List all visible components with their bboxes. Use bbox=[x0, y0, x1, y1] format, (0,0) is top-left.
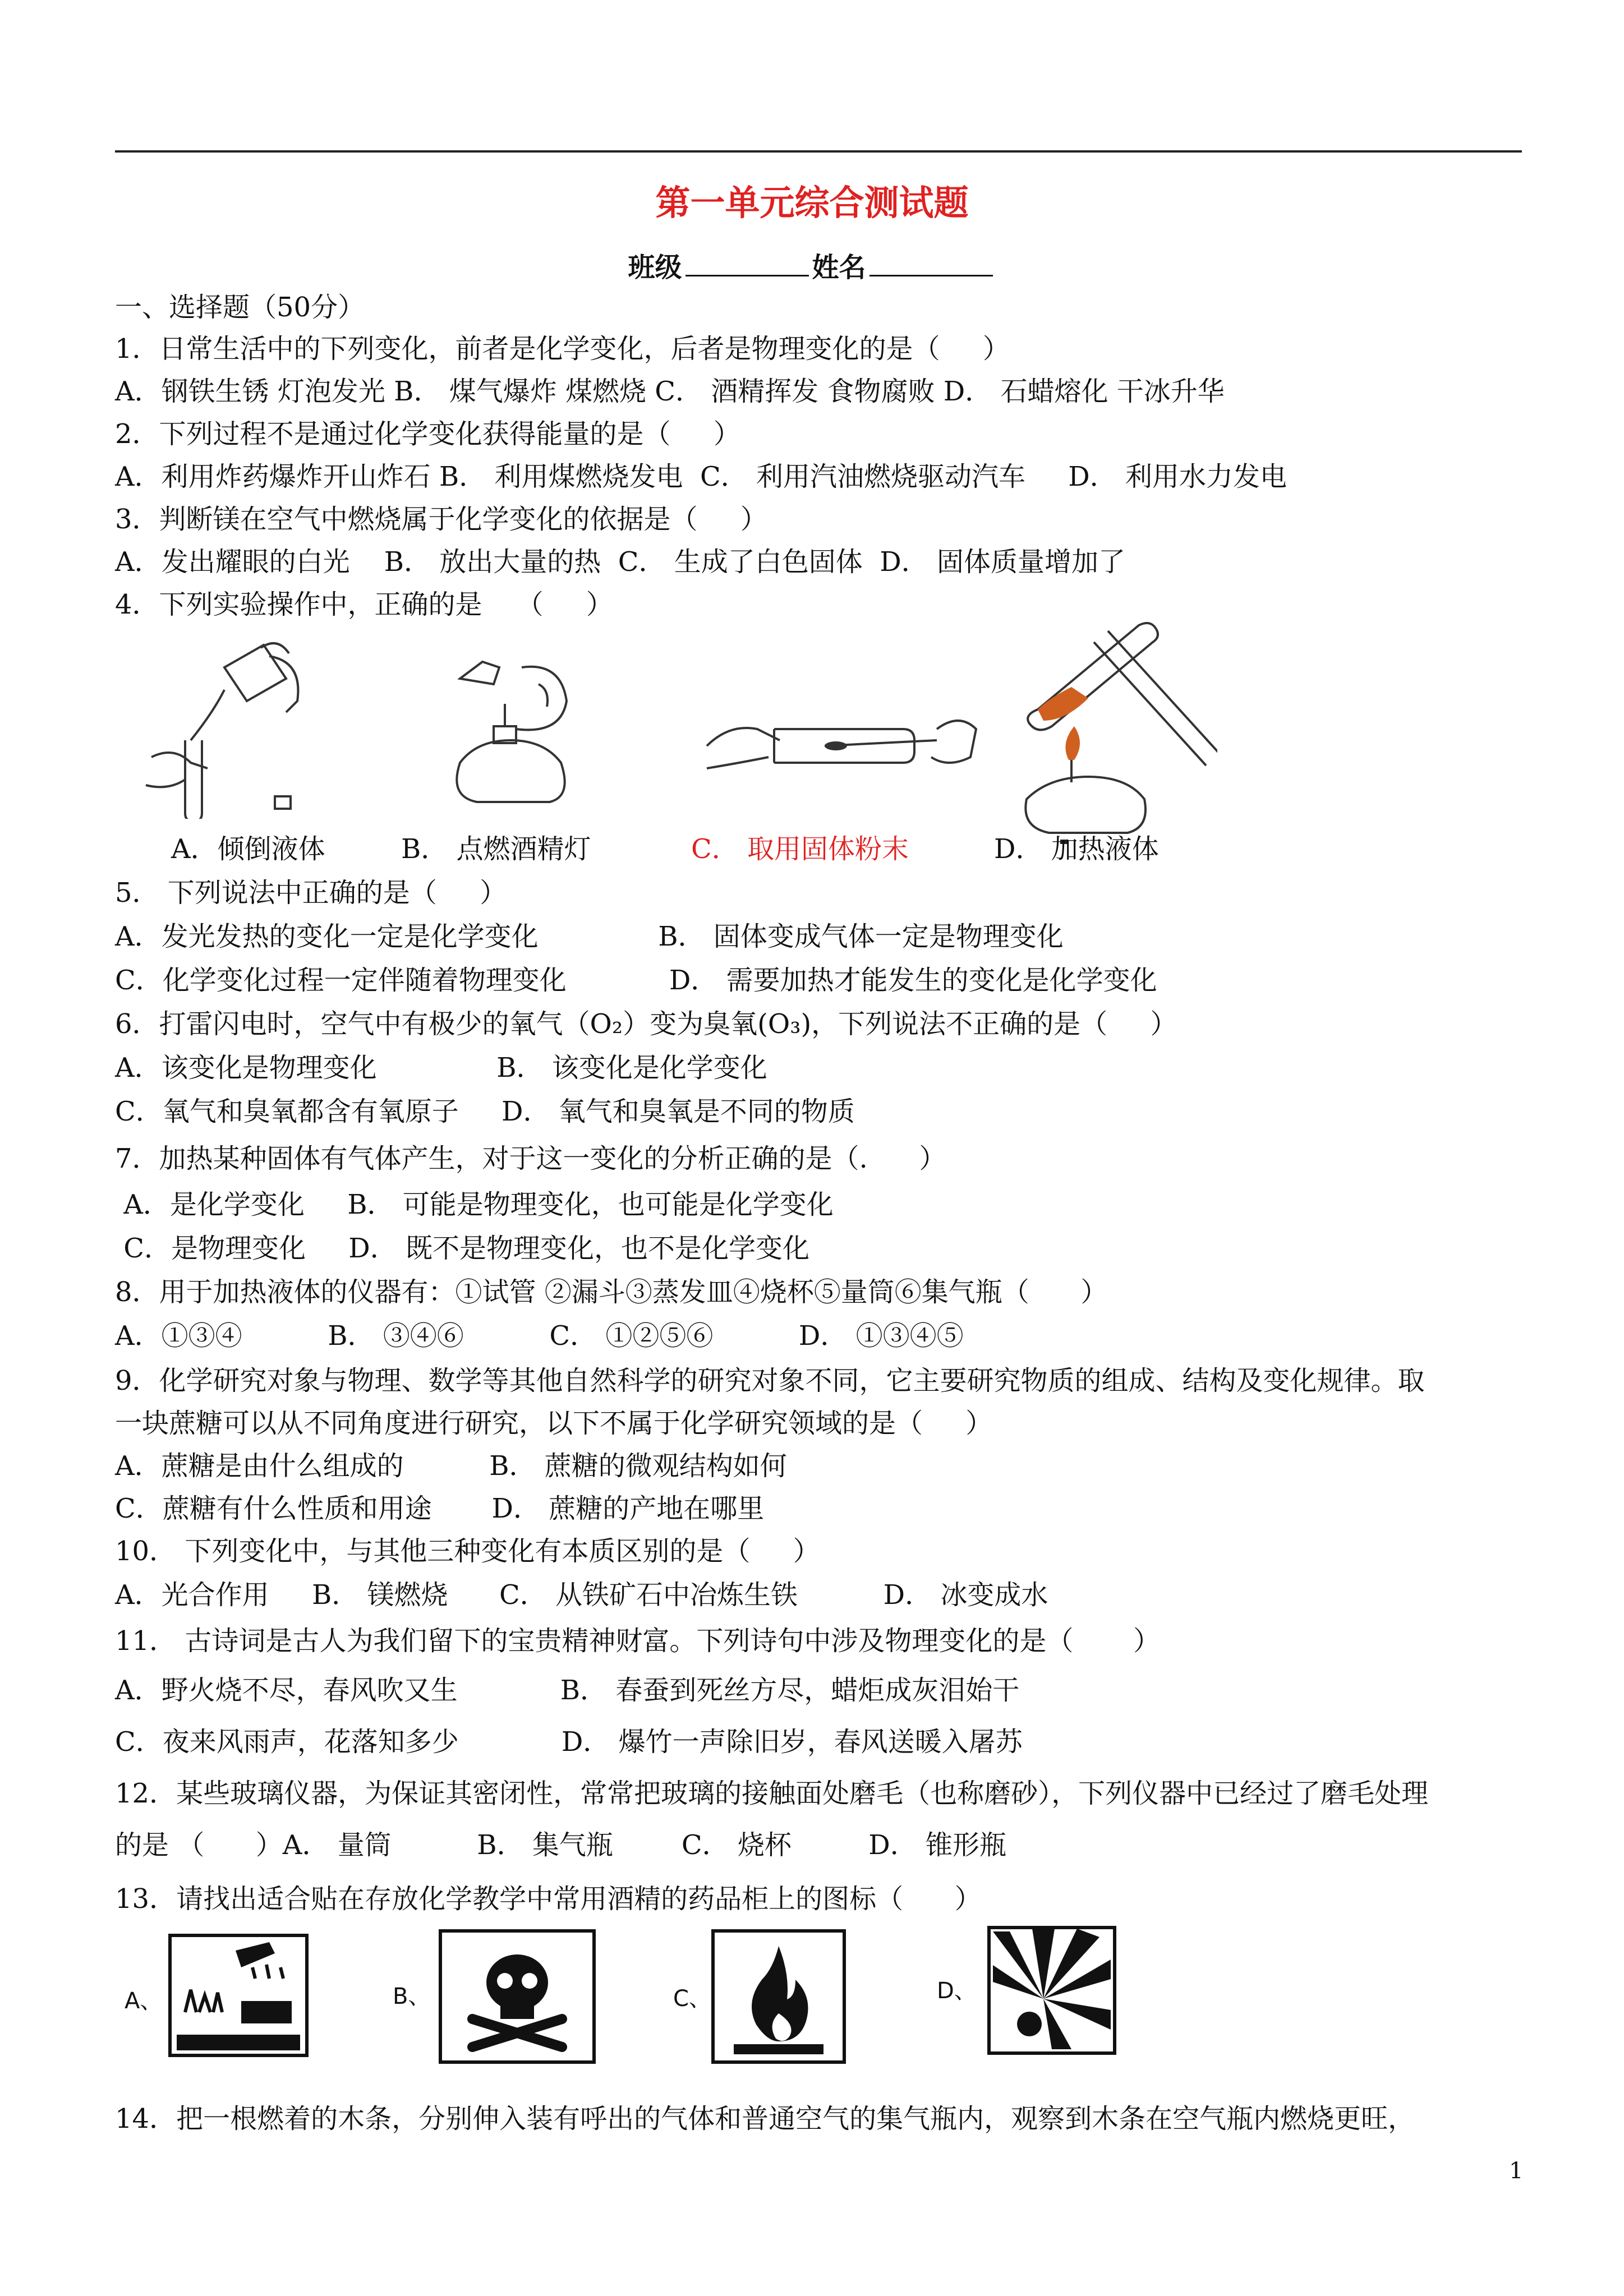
pour-liquid-figure bbox=[140, 634, 325, 819]
question-9-line-2: 一块蔗糖可以从不同角度进行研究，以下不属于化学研究领域的是（ ） bbox=[115, 1408, 993, 1439]
question-7-options-cd: C．是物理变化 D． 既不是物理变化，也不是化学变化 bbox=[115, 1233, 810, 1264]
page-number: 1 bbox=[1509, 2158, 1524, 2184]
explosive-icon bbox=[987, 1926, 1116, 2055]
class-blank[interactable] bbox=[686, 252, 809, 276]
q13-label-a: A、 bbox=[125, 1988, 163, 2014]
question-11-options-cd: C．夜来风雨声，花落知多少 D． 爆竹一声除旧岁，春风送暖入屠苏 bbox=[115, 1726, 1023, 1758]
question-13: 13．请找出适合贴在存放化学教学中常用酒精的药品柜上的图标（ ） bbox=[115, 1883, 982, 1915]
class-label: 班级 bbox=[628, 252, 682, 283]
question-10: 10． 下列变化中，与其他三种变化有本质区别的是（ ） bbox=[115, 1536, 820, 1567]
q4-option-a: A．倾倒液体 bbox=[171, 833, 325, 865]
question-6-options-cd: C．氧气和臭氧都含有氧原子 D． 氧气和臭氧是不同的物质 bbox=[115, 1096, 855, 1127]
solid-powder-figure bbox=[701, 690, 982, 796]
question-12-line-1: 12．某些玻璃仪器，为保证其密闭性，常常把玻璃的接触面处磨毛（也称磨砂），下列仪器中已经过了磨毛处理 bbox=[115, 1778, 1429, 1809]
heat-liquid-figure bbox=[1004, 608, 1217, 844]
question-1-options: A．钢铁生锈 灯泡发光 B． 煤气爆炸 煤燃烧 C． 酒精挥发 食物腐败 D． 石蜡熔化 干冰升华 bbox=[115, 376, 1225, 407]
question-5: 5． 下列说法中正确的是（ ） bbox=[115, 877, 507, 909]
question-8-options: A．①③④ B． ③④⑥ C． ①②⑤⑥ D． ①③④⑤ bbox=[115, 1320, 964, 1352]
section-heading: 一、选择题（50分） bbox=[115, 292, 365, 323]
question-11: 11． 古诗词是古人为我们留下的宝贵精神财富。下列诗句中涉及物理变化的是（ ） bbox=[115, 1625, 1161, 1657]
question-7-options-ab: A．是化学变化 B． 可能是物理变化，也可能是化学变化 bbox=[115, 1189, 834, 1220]
name-blank[interactable] bbox=[869, 252, 993, 276]
flammable-icon bbox=[711, 1929, 846, 2064]
question-14: 14．把一根燃着的木条，分别伸入装有呼出的气体和普通空气的集气瓶内，观察到木条在空气瓶内燃烧更旺， bbox=[115, 2103, 1415, 2134]
question-2: 2．下列过程不是通过化学变化获得能量的是（ ） bbox=[115, 418, 740, 450]
question-8: 8．用于加热液体的仪器有：①试管 ②漏斗③蒸发皿④烧杯⑤量筒⑥集气瓶（ ） bbox=[115, 1276, 1108, 1308]
light-alcohol-lamp-figure bbox=[426, 645, 595, 813]
question-9-line-1: 9．化学研究对象与物理、数学等其他自然科学的研究对象不同，它主要研究物质的组成、结构及变化规律。取 bbox=[115, 1365, 1425, 1396]
toxic-skull-icon bbox=[439, 1929, 596, 2064]
question-5-options-cd: C．化学变化过程一定伴随着物理变化 D． 需要加热才能发生的变化是化学变化 bbox=[115, 965, 1157, 996]
class-name-line bbox=[0, 246, 1624, 284]
question-6-options-ab: A．该变化是物理变化 B． 该变化是化学变化 bbox=[115, 1052, 767, 1084]
q13-label-b: B、 bbox=[393, 1984, 431, 2009]
question-6: 6．打雷闪电时，空气中有极少的氧气（O₂）变为臭氧(O₃)，下列说法不正确的是（ ） bbox=[115, 1008, 1177, 1040]
q13-label-c: C、 bbox=[673, 1986, 711, 2012]
top-rule bbox=[115, 150, 1522, 153]
question-9-options-cd: C．蔗糖有什么性质和用途 D． 蔗糖的产地在哪里 bbox=[115, 1493, 765, 1524]
name-label: 姓名 bbox=[812, 252, 866, 283]
question-5-options-ab: A．发光发热的变化一定是化学变化 B． 固体变成气体一定是物理变化 bbox=[115, 921, 1064, 952]
question-1: 1．日常生活中的下列变化，前者是化学变化，后者是物理变化的是（ ） bbox=[115, 333, 1010, 365]
question-12-line-2: 的是 （ ）A． 量筒 B． 集气瓶 C． 烧杯 D． 锥形瓶 bbox=[115, 1829, 1006, 1861]
question-2-options: A．利用炸药爆炸开山炸石 B． 利用煤燃烧发电 C． 利用汽油燃烧驱动汽车 D． 利用水力发电 bbox=[115, 461, 1287, 492]
question-7: 7．加热某种固体有气体产生，对于这一变化的分析正确的是（. ） bbox=[115, 1143, 946, 1174]
question-4: 4．下列实验操作中，正确的是 （ ） bbox=[115, 589, 613, 620]
question-3-options: A．发出耀眼的白光 B． 放出大量的热 C． 生成了白色固体 D． 固体质量增加了 bbox=[115, 546, 1125, 578]
page-title: 第一单元综合测试题 bbox=[655, 182, 969, 223]
corrosive-icon bbox=[168, 1934, 309, 2057]
question-3: 3．判断镁在空气中燃烧属于化学变化的依据是（ ） bbox=[115, 504, 767, 535]
question-11-options-ab: A．野火烧不尽，春风吹又生 B． 春蚕到死丝方尽，蜡炬成灰泪始干 bbox=[115, 1675, 1020, 1706]
q13-label-d: D、 bbox=[937, 1978, 977, 2004]
q4-option-b: B． 点燃酒精灯 bbox=[401, 833, 591, 865]
q4-option-d: D． 加热液体 bbox=[994, 833, 1159, 865]
question-9-options-ab: A．蔗糖是由什么组成的 B． 蔗糖的微观结构如何 bbox=[115, 1450, 787, 1482]
question-10-options: A．光合作用 B． 镁燃烧 C． 从铁矿石中冶炼生铁 D． 冰变成水 bbox=[115, 1579, 1048, 1611]
q4-option-c: C． 取用固体粉末 bbox=[691, 833, 909, 865]
